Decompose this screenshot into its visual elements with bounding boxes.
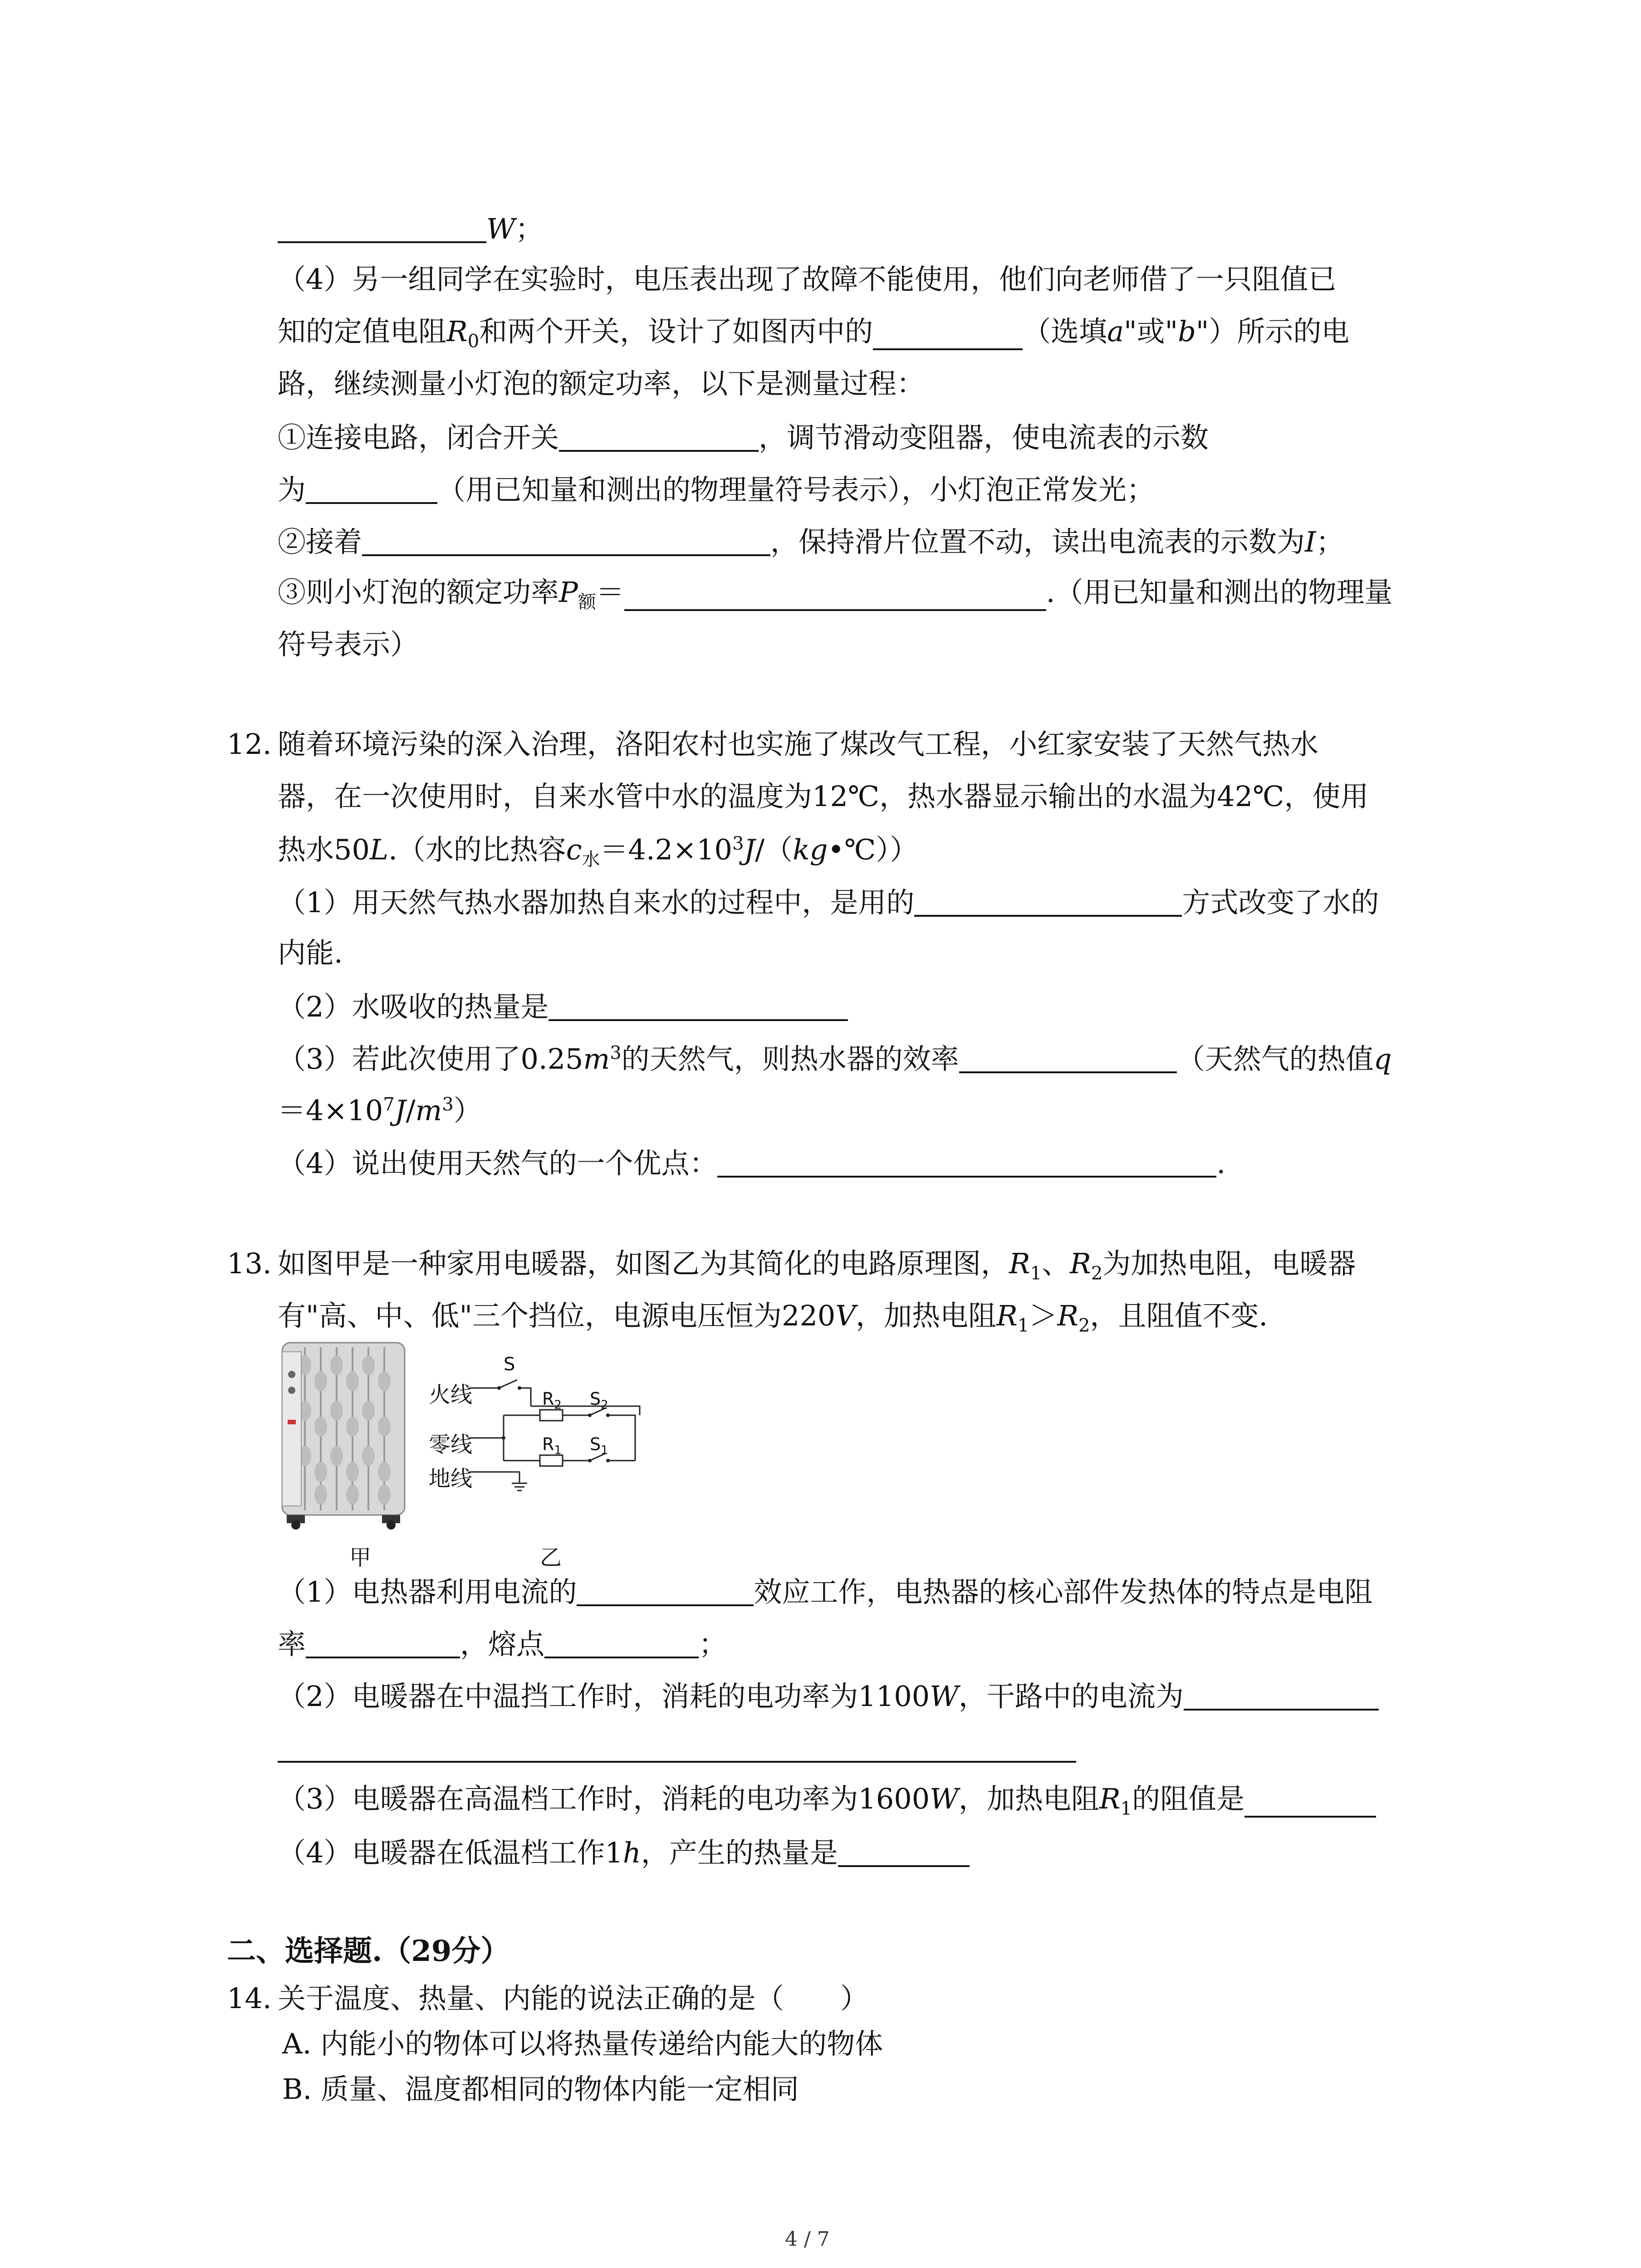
q13-part3: （3）电暖器在高温档工作时，消耗的电功率为1600W，加热电阻$R_1$的阻值是 — [278, 1785, 1376, 1818]
answer-blank[interactable] — [306, 1628, 460, 1658]
answer-blank[interactable] — [624, 581, 1046, 611]
q12-stem-line2: 器，在一次使用时，自来水管中水的温度为12℃，热水器显示输出的水温为42℃，使用 — [278, 780, 1369, 813]
switch-s-label: S — [504, 1354, 515, 1375]
answer-blank[interactable] — [559, 422, 759, 452]
switch-s1-label: $S_1$ — [590, 1434, 608, 1457]
q11-part4-line2: 知的定值电阻$R_0$和两个开关，设计了如图丙中的 （选填a"或"b"）所示的电 — [278, 315, 1350, 352]
q11-step1: ①连接电路，闭合开关 ，调节滑动变阻器，使电流表的示数 — [278, 421, 1209, 454]
q13-part2: （2）电暖器在中温挡工作时，消耗的电功率为1100W，干路中的电流为 — [278, 1681, 1379, 1711]
q12-stem-line1: 随着环境污染的深入治理，洛阳农村也实施了煤改气工程，小红家安装了天然气热水 — [278, 728, 1319, 761]
resistor-r1-label: $R_1$ — [542, 1434, 562, 1457]
q13-stem-line1: 如图甲是一种家用电暖器，如图乙为其简化的电路原理图，$R_1$、$R_2$为加热电阻，电暖器 — [278, 1247, 1356, 1284]
q13-stem-line2: 有"高、中、低"三个挡位，电源电压恒为220V，加热电阻$R_1>R_2$，且阻值不变. — [278, 1299, 1268, 1336]
q11-step2: ②接着 ，保持滑片位置不动，读出电流表的示数为I； — [278, 525, 1344, 558]
figure-jia-caption: 甲 — [349, 1545, 372, 1570]
answer-blank[interactable] — [278, 1733, 1076, 1763]
answer-blank[interactable] — [362, 526, 770, 556]
q13-number: 13. — [227, 1247, 272, 1280]
switch-s2-label: $S_2$ — [590, 1389, 608, 1412]
heater-figure — [278, 1338, 414, 1533]
answer-blank[interactable] — [1184, 1681, 1379, 1711]
q11-part4-line1: （4）另一组同学在实验时，电压表出现了故障不能使用，他们向老师借了一只阻值已 — [278, 263, 1337, 296]
q11-step3: ③则小灯泡的额定功率$P_额=$ .（用已知量和测出的物理量 — [278, 576, 1393, 613]
resistor-r2-label: $R_2$ — [542, 1389, 562, 1412]
q13-part1: （1）电热器利用电流的 效应工作，电热器的核心部件发热体的特点是电阻 — [278, 1575, 1373, 1608]
q12-part1-cont: 内能. — [278, 936, 343, 969]
q13-part4: （4）电暖器在低温档工作1h，产生的热量是 — [278, 1837, 970, 1867]
q12-part2: （2）水吸收的热量是 — [278, 991, 848, 1021]
q13-part1-cont: 率 ，熔点 ； — [278, 1628, 727, 1661]
q13-part2-cont — [278, 1733, 1076, 1763]
answer-blank[interactable] — [717, 1148, 1216, 1178]
answer-blank[interactable] — [577, 1576, 754, 1606]
q11-step1-cont: 为 （用已知量和测出的物理量符号表示），小灯泡正常发光； — [278, 473, 1155, 506]
q11-step3-cont: 符号表示） — [278, 628, 419, 661]
zero-line-label: 零线 — [429, 1432, 473, 1457]
q11-part4-line3: 路，继续测量小灯泡的额定功率，以下是测量过程： — [278, 367, 925, 400]
q12-number: 12. — [227, 728, 272, 761]
answer-blank[interactable] — [278, 213, 486, 243]
answer-blank[interactable] — [549, 991, 848, 1021]
answer-blank[interactable] — [306, 474, 437, 504]
q12-part1: （1）用天然气热水器加热自来水的过程中，是用的 方式改变了水的 — [278, 886, 1379, 919]
q12-part3: （3）若此次使用了$0.25m^3$的天然气，则热水器的效率 （天然气的热值q — [278, 1042, 1392, 1075]
q12-part3-cont: $=4\times 10^7J/m^3$） — [278, 1094, 482, 1127]
ground-line-label: 地线 — [429, 1466, 473, 1491]
prev-answer-line: W； — [278, 213, 544, 243]
q14-option-a[interactable]: A. 内能小的物体可以将热量传递给内能大的物体 — [282, 2027, 883, 2060]
fire-line-label: 火线 — [429, 1382, 473, 1408]
q14-option-b[interactable]: B. 质量、温度都相同的物体内能一定相同 — [282, 2072, 799, 2106]
answer-blank[interactable] — [838, 1837, 970, 1867]
answer-blank[interactable] — [914, 887, 1182, 917]
answer-blank[interactable] — [1244, 1788, 1376, 1818]
answer-blank[interactable] — [544, 1628, 699, 1658]
answer-blank[interactable] — [873, 320, 1023, 350]
q14-number: 14. — [227, 1982, 272, 2015]
q12-stem-line3: 热水50L.（水的比热容$c_水=4.2\times 10^3J/(kg•℃)$） — [278, 833, 918, 870]
answer-blank[interactable] — [959, 1043, 1177, 1073]
section-heading: 二、选择题.（29分） — [227, 1934, 510, 1968]
page-number: 4 / 7 — [785, 2228, 830, 2251]
q14-stem: 关于温度、热量、内能的说法正确的是（ ） — [278, 1982, 869, 2015]
figure-yi-caption: 乙 — [540, 1545, 562, 1570]
q12-part4: （4）说出使用天然气的一个优点： . — [278, 1147, 1226, 1180]
